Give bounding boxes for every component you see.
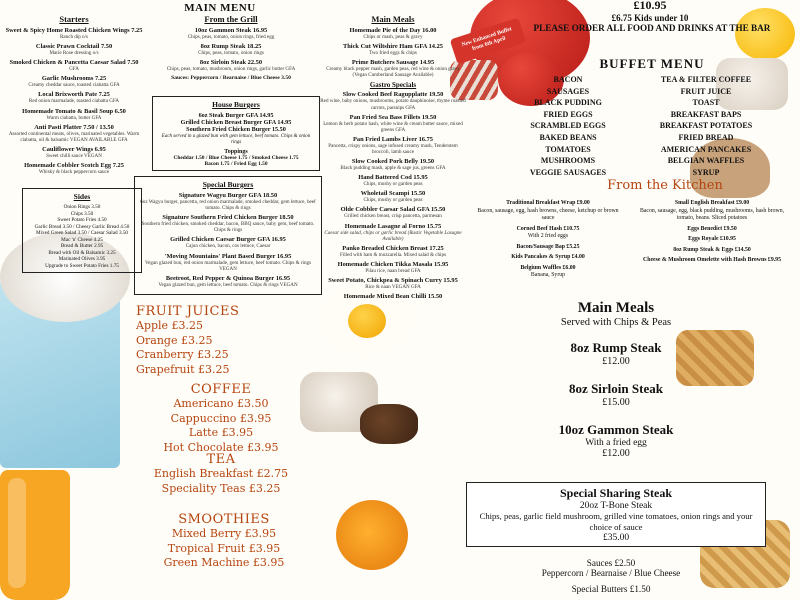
menu-item: Pan Fried Lambs Liver 16.75 Pancetta, crispy onions, sage infused creamy mash, Tenderstem broccoli, lamb sauce <box>328 135 458 155</box>
sides-list: Onion Rings 3.50 Chips 3.50 Sweet Potato Fries 4.50 Garlic Bread 3.50 / Cheesy Garlic Bread 4.50 Mixed Green Salad 3.50 / Caesar Salad 3.50 Mac 'n' Cheese 4.25 Bread & Butter 2.95 Bread with Oil & Balsamic 3.25 Marinated Olives 3.95 Upgrade to Sweet Potato Fries 1.75 <box>34 204 130 269</box>
menu-item: 8oz Rump Steak 18.25 Chips, peas, tomato, onion rings <box>198 43 264 57</box>
buffet-notice: PLEASE ORDER ALL FOOD AND DRINKS AT THE BAR <box>533 23 771 33</box>
sharing-steak-line1: 20oz T-Bone Steak <box>579 501 653 511</box>
menu-item: Homemade Pie of the Day 16.00 Chips or mash, peas & gravy <box>349 27 437 40</box>
menu-item: Homemade Tomato & Basil Soup 6.50 Warm ciabatta, butter GFA <box>22 107 126 121</box>
smoothies-heading: SMOOTHIES <box>178 512 270 527</box>
house-burgers-note: Each served in a glazed bun with gem lettuce, beef tomato. Chips & onion rings <box>161 134 311 145</box>
sauces-block <box>466 558 756 594</box>
buffet-price: £10.95 £6.75 Kids under 10 <box>611 0 689 23</box>
special-burgers-section <box>134 176 322 295</box>
drink-item: Cranberry £3.25 <box>136 348 229 362</box>
toppings-heading: Toppings <box>224 149 248 155</box>
menu-item: Homemade Mixed Bean Chilli 15.50 <box>343 293 443 301</box>
menu-item: Southern Fried Chicken Burger 15.50 <box>186 126 286 133</box>
menu-item: Smoked Chicken & Pancetta Caesar Salad 7.50 GFA <box>9 59 139 73</box>
house-burgers-heading: House Burgers <box>212 100 260 109</box>
sharing-steak-line2: Chips, peas, garlic field mushroom, grilled vine tomatoes, onion rings and your choice of sauce <box>479 511 753 533</box>
menu-item: 8oz Sirloin Steak 22.50 Chips, peas, tomato, mushroom, onion rings, garlic butter GFA <box>166 59 296 73</box>
steak-item: 8oz Sirloin Steak £15.00 <box>569 381 663 408</box>
steak-item: 8oz Rump Steak £12.00 <box>570 340 662 367</box>
menu-item: Homemade Lasagne al Forno 15.75 Caesar side salad, chips or garlic bread (Rustic Vegetable Lasagne Available) <box>324 222 462 242</box>
steaks-subheading: Served with Chips & Peas <box>560 317 672 328</box>
sharing-steak-price: £35.00 <box>602 533 630 544</box>
menu-item: Pan Fried Sea Bass Fillets 19.50 Lemon & herb potato hash, white wine & cream butter sauce, mixed greens GFA <box>323 113 463 133</box>
toppings-line: Cheddar 1.50 / Blue Cheese 1.75 / Smoked Cheese 1.75 <box>173 155 299 161</box>
house-burgers-section <box>152 96 320 171</box>
coffee-beans-photo <box>360 404 418 444</box>
main-meals-section <box>320 14 466 303</box>
new-buffet-badge: New Enhanced Buffet from 6th April <box>450 18 527 65</box>
fruit-juices-heading: FRUIT JUICES <box>136 304 240 319</box>
buffet-menu-heading: BUFFET MENU <box>599 56 705 71</box>
buffet-column-1: BACON SAUSAGES BLACK PUDDING FRIED EGGS SCRAMBLED EGGS BAKED BEANS TOMATOES MUSHROOMS VEGGIE SAUSAGES <box>529 75 607 177</box>
drink-item: Green Machine £3.95 <box>163 556 285 570</box>
steak-item: 10oz Gammon Steak With a fried egg £12.00 <box>558 422 674 459</box>
menu-item: Signature Wagyu Burger GFA 18.50 6oz Wagyu burger, pancetta, red onion marmalade, smoked cheddar, gem lettuce, beef tomato. Chips & rings <box>140 192 316 212</box>
menu-item: Eggs Royale £10.95 <box>688 236 736 243</box>
sharing-steak-box <box>466 482 766 547</box>
menu-item: Sweet & Spicy Home Roasted Chicken Wings 7.25 Ranch dip o/s <box>5 27 143 40</box>
menu-item: 10oz Gammon Steak 16.95 Chips, peas, tomato, onion rings, fried egg <box>187 27 275 40</box>
tea-heading: TEA <box>206 452 236 467</box>
starters-heading: Starters <box>59 14 89 24</box>
menu-item: Prime Butchers Sausage 14.95 Creamy black pepper mash, garden peas, red wine & onion gravy (Vegan Cumberland Sausage Available) <box>326 59 460 79</box>
menu-item: Classic Prawn Cocktail 7.50 Marie Rose dressing o/s <box>35 43 113 57</box>
grill-section <box>152 14 310 81</box>
menu-item: Traditional Breakfast Wrap £9.00 Bacon, sausage, egg, hash browns, cheese, ketchup or brown sauce <box>477 200 619 222</box>
menu-item: Slow Cooked Beef Ragupplatte 19.50 Red wine, baby onions, mushrooms, potato dauphinoise, thyme roasted carrots, parsnips GFA <box>320 91 466 111</box>
steaks-section <box>466 300 766 467</box>
menu-item: Kids Pancakes & Syrup £4.00 <box>511 254 585 261</box>
drink-item: Cappuccino £3.95 <box>170 411 272 425</box>
drink-item: Speciality Teas £3.25 <box>161 481 281 495</box>
menu-item: Signature Southern Fried Chicken Burger 18.50 Southern fried chicken, smoked cheddar, bacon, BBQ sauce, baby gem, beef tomato. Chips & rings <box>141 214 315 234</box>
fruit-juices-section <box>136 304 306 377</box>
juice-glass-highlight <box>8 478 26 588</box>
menu-item: Wholetail Scampi 15.50 Chips, mushy or garden peas <box>360 190 426 204</box>
menu-item: 8oz Rump Steak & Eggs £14.50 <box>673 246 751 253</box>
grill-heading: From the Grill <box>204 14 258 24</box>
menu-item: Eggs Benedict £9.50 <box>687 225 737 232</box>
menu-item: Beetroot, Red Pepper & Quinoa Burger 16.95 Vegan glazed bun, gem lettuce, beef tomato. Chips & rings VEGAN <box>158 274 298 288</box>
coffee-section <box>136 382 306 455</box>
page-title: MAIN MENU <box>184 2 256 14</box>
coffee-heading: COFFEE <box>190 382 252 397</box>
kitchen-column-2 <box>632 200 792 268</box>
sauces-heading: Sauces £2.50 <box>586 558 636 568</box>
sides-heading: Sides <box>73 192 91 201</box>
drink-item: Apple £3.25 <box>136 319 204 332</box>
egg-yolk <box>348 304 386 338</box>
menu-item: Olde Cobbler Caesar Salad GFA 15.50 Grilled chicken breast, crisp pancetta, parmesan <box>340 206 446 220</box>
menu-item: Sweet Potato, Chickpea & Spinach Curry 15.95 Rice & naan VEGAN GFA <box>328 276 458 290</box>
menu-item: Local Brixworth Pate 7.25 Red onion marmalade, toasted ciabatta GFA <box>28 91 120 105</box>
menu-item: Homemade Cobbler Scotch Egg 7.25 Whisky & black peppercorn sauce <box>24 161 124 175</box>
drink-item: Tropical Fruit £3.95 <box>167 541 281 555</box>
sharing-steak-heading: Special Sharing Steak <box>559 486 673 500</box>
drink-item: Latte £3.95 <box>188 426 254 440</box>
drink-item: Hot Chocolate £3.95 <box>163 440 279 454</box>
butters-line: Special Butters £1.50 <box>571 584 651 594</box>
menu-item: 'Moving Mountains' Plant Based Burger 16.95 Vegan glazed bun, red onion marmalade, gem lettuce, beef tomato. Chips & rings VEGAN <box>144 252 312 272</box>
sauces-list: Peppercorn / Bearnaise / Blue Cheese <box>541 568 681 578</box>
orange-slice-photo <box>336 500 408 570</box>
menu-item: Grilled Chicken Caesar Burger GFA 16.95 Cajun chicken, bacon, cos lettuce, Caesar <box>170 236 286 250</box>
buffet-column-2: TEA & FILTER COFFEE FRUIT JUICE TOAST BREAKFAST BAPS BREAKFAST POTATOES FRIED BREAD AMERICAN PANCAKES BELGIAN WAFFLES SYRUP <box>659 75 753 177</box>
main-meals-heading: Main Meals <box>371 14 415 24</box>
menu-item: Bacon/Sausage Bap £5.25 <box>516 243 580 250</box>
special-burgers-heading: Special Burgers <box>202 180 254 189</box>
menu-item: Hand Battered Cod 15.95 Chips, mushy or garden peas <box>358 174 428 188</box>
menu-item: Belgium Waffles £6.00 Banana, Syrup <box>520 264 576 279</box>
steaks-heading: Main Meals <box>577 300 655 316</box>
drink-item: English Breakfast £2.75 <box>153 467 289 480</box>
menu-item: Homemade Chicken Tikka Masala 15.95 Pilau rice, naan bread GFA <box>337 260 449 274</box>
menu-item: Anti Pasti Platter 7.50 / 13.50 Assorted continental meats, olives, marinated vegetables. Warm ciabatta, oil & balsamic VEGAN AVAILABLE GFA <box>8 123 140 143</box>
menu-item: Cauliflower Wings 6.95 Sweet chilli sauce VEGAN <box>42 145 106 159</box>
menu-item: Panko Breaded Chicken Breast 17.25 Filled with ham & mozzarella. Mixed salad & chips <box>340 244 446 258</box>
gastro-heading: Gastro Specials <box>369 81 417 90</box>
menu-item: Slow Cooked Pork Belly 19.50 Black pudding mash, apple & sage jus, greens GFA <box>340 158 446 172</box>
drink-item: Americano £3.50 <box>173 397 269 410</box>
drink-item: Grapefruit £3.25 <box>136 362 230 376</box>
grill-sauces: Sauces: Peppercorn / Bearnaise / Blue Cheese 3.50 <box>171 75 291 82</box>
menu-item: Grilled Chicken Breast Burger GFA 14.95 <box>180 119 292 126</box>
menu-item: Small English Breakfast £9.00 Bacon, sausage, egg, black pudding, mushrooms, hash brown, tomato, beans. Sliced potatoes <box>639 200 785 222</box>
menu-item: Cheese & Mushroom Omelette with Hash Browns £9.95 <box>643 257 781 264</box>
tea-section <box>136 452 306 496</box>
drink-item: Mixed Berry £3.95 <box>171 527 277 540</box>
menu-item: Thick Cut Wiltshire Ham GFA 14.25 Two fried eggs & chips <box>342 43 443 57</box>
smoothies-section <box>136 512 312 571</box>
starters-section <box>4 14 144 178</box>
drink-item: Orange £3.25 <box>136 333 213 347</box>
toppings-line: Bacon 1.75 / Fried Egg 1.50 <box>204 161 268 167</box>
sides-section <box>22 188 142 273</box>
kitchen-column-1 <box>472 200 624 283</box>
menu-item: Corned Beef Hash £10.75 With 2 fried eggs <box>516 225 580 240</box>
menu-item: Garlic Mushrooms 7.25 Creamy cheddar sauce, toasted ciabatta GFA <box>28 75 120 89</box>
kitchen-heading: From the Kitchen <box>607 178 723 193</box>
menu-item: 6oz Steak Burger GFA 14.95 <box>198 112 274 119</box>
